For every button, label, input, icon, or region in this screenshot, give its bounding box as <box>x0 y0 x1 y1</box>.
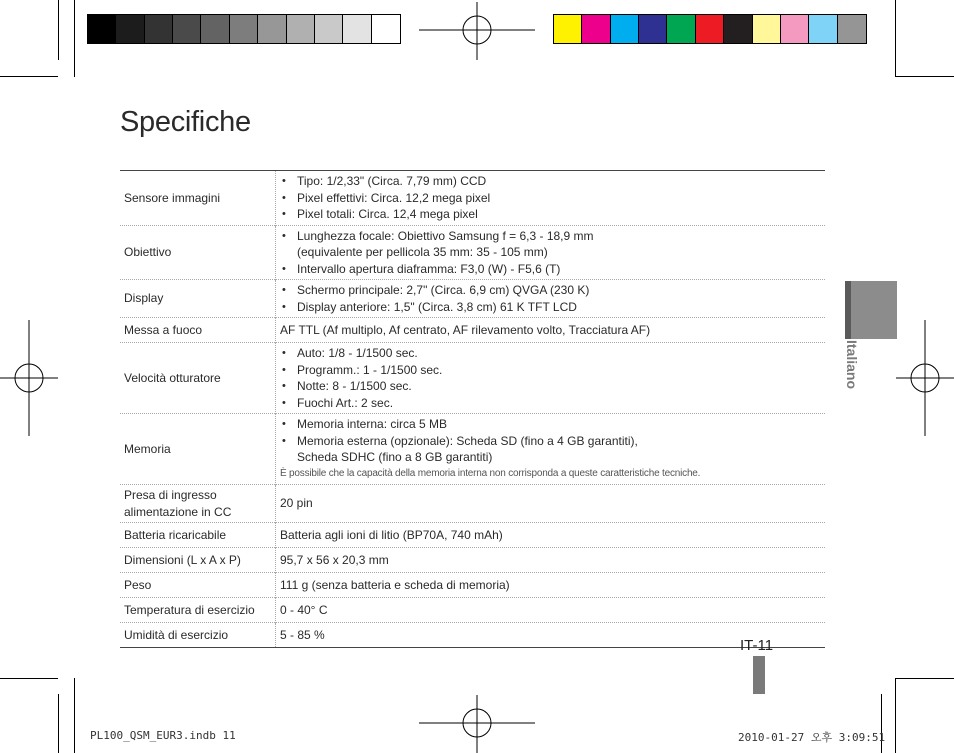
spec-value <box>276 414 826 485</box>
list-item: • Pixel totali: Circa. 12,4 mega pixel <box>297 206 821 223</box>
list-item: • Pixel effettivi: Circa. 12,2 mega pixel <box>297 190 821 207</box>
crop-mark <box>0 76 58 77</box>
spec-table <box>120 170 825 648</box>
table-row <box>120 171 825 226</box>
list-item: • Schermo principale: 2,7" (Circa. 6,9 cm) QVGA (230 K) <box>297 282 821 299</box>
spec-label: Temperatura di esercizio <box>120 598 276 623</box>
crop-mark <box>74 678 75 753</box>
crop-mark <box>895 678 954 679</box>
grayscale-calibration-bar <box>87 14 401 44</box>
spec-label-line: alimentazione in CC <box>124 504 232 519</box>
crop-mark <box>895 76 954 77</box>
spec-label: Obiettivo <box>120 225 276 280</box>
spec-label: Umidità di esercizio <box>120 623 276 648</box>
list-item: • Tipo: 1/2,33" (Circa. 7,79 mm) CCD <box>297 173 821 190</box>
registration-mark-icon <box>0 320 58 436</box>
spec-value <box>276 280 826 318</box>
color-swatch <box>372 15 400 43</box>
color-calibration-bar <box>553 14 867 44</box>
spec-value <box>276 343 826 414</box>
list-item: • Programm.: 1 - 1/1500 sec. <box>297 362 821 379</box>
color-swatch <box>315 15 343 43</box>
spec-value: AF TTL (Af multiplo, Af centrato, AF rilevamento volto, Tracciatura AF) <box>280 322 651 337</box>
color-swatch <box>201 15 229 43</box>
color-swatch <box>343 15 371 43</box>
table-row <box>120 623 825 648</box>
crop-mark <box>74 0 75 77</box>
list-item: • Fuochi Art.: 2 sec. <box>297 395 821 412</box>
list-item: • Intervallo apertura diaframma: F3,0 (W) - F5,6 (T) <box>297 261 821 278</box>
footer-timestamp: 2010-01-27 오후 3:09:51 <box>738 731 886 744</box>
crop-mark <box>58 0 59 60</box>
color-swatch <box>173 15 201 43</box>
color-swatch <box>724 15 752 43</box>
spec-value: 5 - 85 % <box>280 627 325 642</box>
language-tab-strip <box>845 281 851 339</box>
table-row <box>120 485 825 523</box>
spec-label: Messa a fuoco <box>120 318 276 343</box>
crop-mark <box>58 694 59 753</box>
spec-label: Batteria ricaricabile <box>120 523 276 548</box>
language-tab <box>845 281 897 339</box>
page-number: IT-11 <box>740 637 774 654</box>
registration-mark-icon <box>896 320 954 436</box>
spec-label: Sensore immagini <box>120 171 276 226</box>
spec-label: Display <box>120 280 276 318</box>
list-item-subtext: (equivalente per pellicola 35 mm: 35 - 105 mm) <box>297 245 548 259</box>
spec-value: 111 g (senza batteria e scheda di memoria) <box>280 577 510 592</box>
color-swatch <box>781 15 809 43</box>
table-row <box>120 598 825 623</box>
list-item: • Memoria interna: circa 5 MB <box>297 416 821 433</box>
spec-label: Velocità otturatore <box>120 343 276 414</box>
color-swatch <box>145 15 173 43</box>
table-row <box>120 573 825 598</box>
color-swatch <box>809 15 837 43</box>
color-swatch <box>611 15 639 43</box>
color-swatch <box>88 15 116 43</box>
table-row <box>120 414 825 485</box>
color-swatch <box>838 15 866 43</box>
list-item: • Display anteriore: 1,5" (Circa. 3,8 cm) 61 K TFT LCD <box>297 299 821 316</box>
table-row <box>120 523 825 548</box>
spec-value: 0 - 40° C <box>280 602 328 617</box>
list-item-subtext: Scheda SDHC (fino a 8 GB garantiti) <box>297 450 493 464</box>
color-swatch <box>753 15 781 43</box>
color-swatch <box>667 15 695 43</box>
list-item-text: Lunghezza focale: Obiettivo Samsung f = 6,3 - 18,9 mm <box>297 228 594 243</box>
crop-mark <box>895 678 896 753</box>
table-row <box>120 548 825 573</box>
spec-label <box>120 485 276 523</box>
color-swatch <box>696 15 724 43</box>
crop-mark <box>895 0 896 77</box>
page-edge-tab <box>753 656 765 694</box>
table-row <box>120 318 825 343</box>
color-swatch <box>582 15 610 43</box>
spec-label-line: Presa di ingresso <box>124 488 217 502</box>
color-swatch <box>258 15 286 43</box>
table-row <box>120 280 825 318</box>
spec-label: Peso <box>120 573 276 598</box>
color-swatch <box>230 15 258 43</box>
spec-value: 95,7 x 56 x 20,3 mm <box>280 552 389 567</box>
crop-mark <box>0 678 58 679</box>
table-row <box>120 225 825 280</box>
color-swatch <box>554 15 582 43</box>
list-item-text: Memoria esterna (opzionale): Scheda SD (fino a 4 GB garantiti), <box>297 433 638 448</box>
registration-mark-icon <box>419 2 535 60</box>
spec-value: Batteria agli ioni di litio (BP70A, 740 mAh) <box>280 527 503 542</box>
list-item <box>297 433 821 466</box>
list-item <box>297 228 821 261</box>
footer-file-info: PL100_QSM_EUR3.indb 11 <box>90 729 236 742</box>
list-item: • Notte: 8 - 1/1500 sec. <box>297 378 821 395</box>
language-tab-label: Italiano <box>844 340 860 390</box>
spec-value: 20 pin <box>280 496 313 511</box>
color-swatch <box>116 15 144 43</box>
page-title: Specifiche <box>120 106 251 138</box>
spec-label: Memoria <box>120 414 276 485</box>
color-swatch <box>639 15 667 43</box>
registration-mark-icon <box>419 695 535 753</box>
list-item: • Auto: 1/8 - 1/1500 sec. <box>297 345 821 362</box>
color-swatch <box>287 15 315 43</box>
table-row <box>120 343 825 414</box>
memory-note: È possibile che la capacità della memoria interna non corrisponda a queste caratteristiche tecniche. <box>280 467 701 479</box>
spec-label: Dimensioni (L x A x P) <box>120 548 276 573</box>
spec-value <box>276 171 826 226</box>
spec-value <box>276 225 826 280</box>
